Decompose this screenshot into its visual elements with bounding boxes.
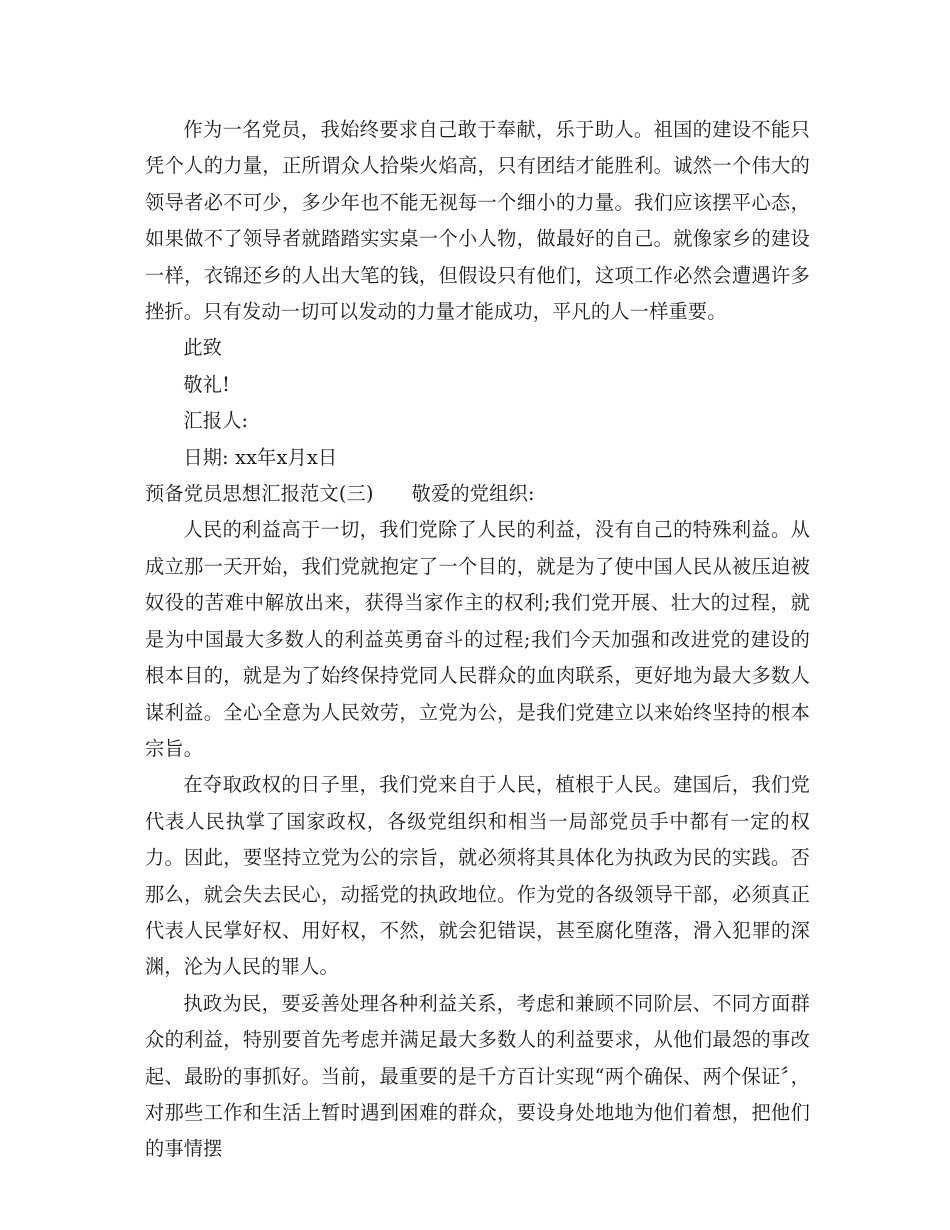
closing-line-1: 此致 [183, 336, 223, 360]
salutation: 敬爱的党组织: [411, 482, 535, 506]
paragraph-governance: 在夺取政权的日子里，我们党来自于人民，植根于人民。建国后，我们党代表人民执掌了国家政权，各级党组织和相当一局部党员手中都有一定的权力。因此，要坚持立党为公的宗旨，就必须将其具体化为执政为民的实践。否那么，就会失去民心，动摇党的执政地位。作为党的各级领导干部，必须真正代表人民掌好权、用好权，不然，就会犯错误，甚至腐化堕落，滑入犯罪的深渊，沦为人民的罪人。 [145, 773, 810, 979]
paragraph-serving-people: 执政为民，要妥善处理各种利益关系，考虑和兼顾不同阶层、不同方面群众的利益，特别要首先考虑并满足最大多数人的利益要求，从他们最怨的事改起、最盼的事抓好。当前，最重要的是千方百计实现“两个确保、两个保证〞，对那些工作和生活上暂时遇到困难的群众，要设身处地地为他们着想，把他们的事情摆 [145, 991, 810, 1161]
section-title: 预备党员思想汇报范文(三) [145, 482, 374, 506]
date-line: 日期: xx年x月x日 [183, 445, 338, 469]
closing-line-2: 敬礼! [183, 372, 231, 396]
section-heading [145, 476, 810, 512]
paragraph-people-interest: 人民的利益高于一切，我们党除了人民的利益，没有自己的特殊利益。从成立那一天开始，我们党就抱定了一个目的，就是为了使中国人民从被压迫被奴役的苦难中解放出来，获得当家作主的权利;我们党开展、壮大的过程，就是为中国最大多数人的利益英勇奋斗的过程;我们今天加强和改进党的建设的根本目的，就是为了始终保持党同人民群众的血肉联系，更好地为最大多数人谋利益。全心全意为人民效劳，立党为公，是我们党建立以来始终坚持的根本宗旨。 [145, 518, 810, 760]
reporter-line: 汇报人: [183, 409, 249, 433]
document-body [145, 112, 810, 1168]
paragraph-dedication: 作为一名党员，我始终要求自己敢于奉献，乐于助人。祖国的建设不能只凭个人的力量，正所谓众人拾柴火焰高，只有团结才能胜利。诚然一个伟大的领导者必不可少，多少年也不能无视每一个细小的力量。我们应该摆平心态，如果做不了领导者就踏踏实实桌一个小人物，做最好的自己。就像家乡的建设一样，衣锦还乡的人出大笔的钱，但假设只有他们，这项工作必然会遭遇许多挫折。只有发动一切可以发动的力量才能成功，平凡的人一样重要。 [145, 118, 810, 324]
